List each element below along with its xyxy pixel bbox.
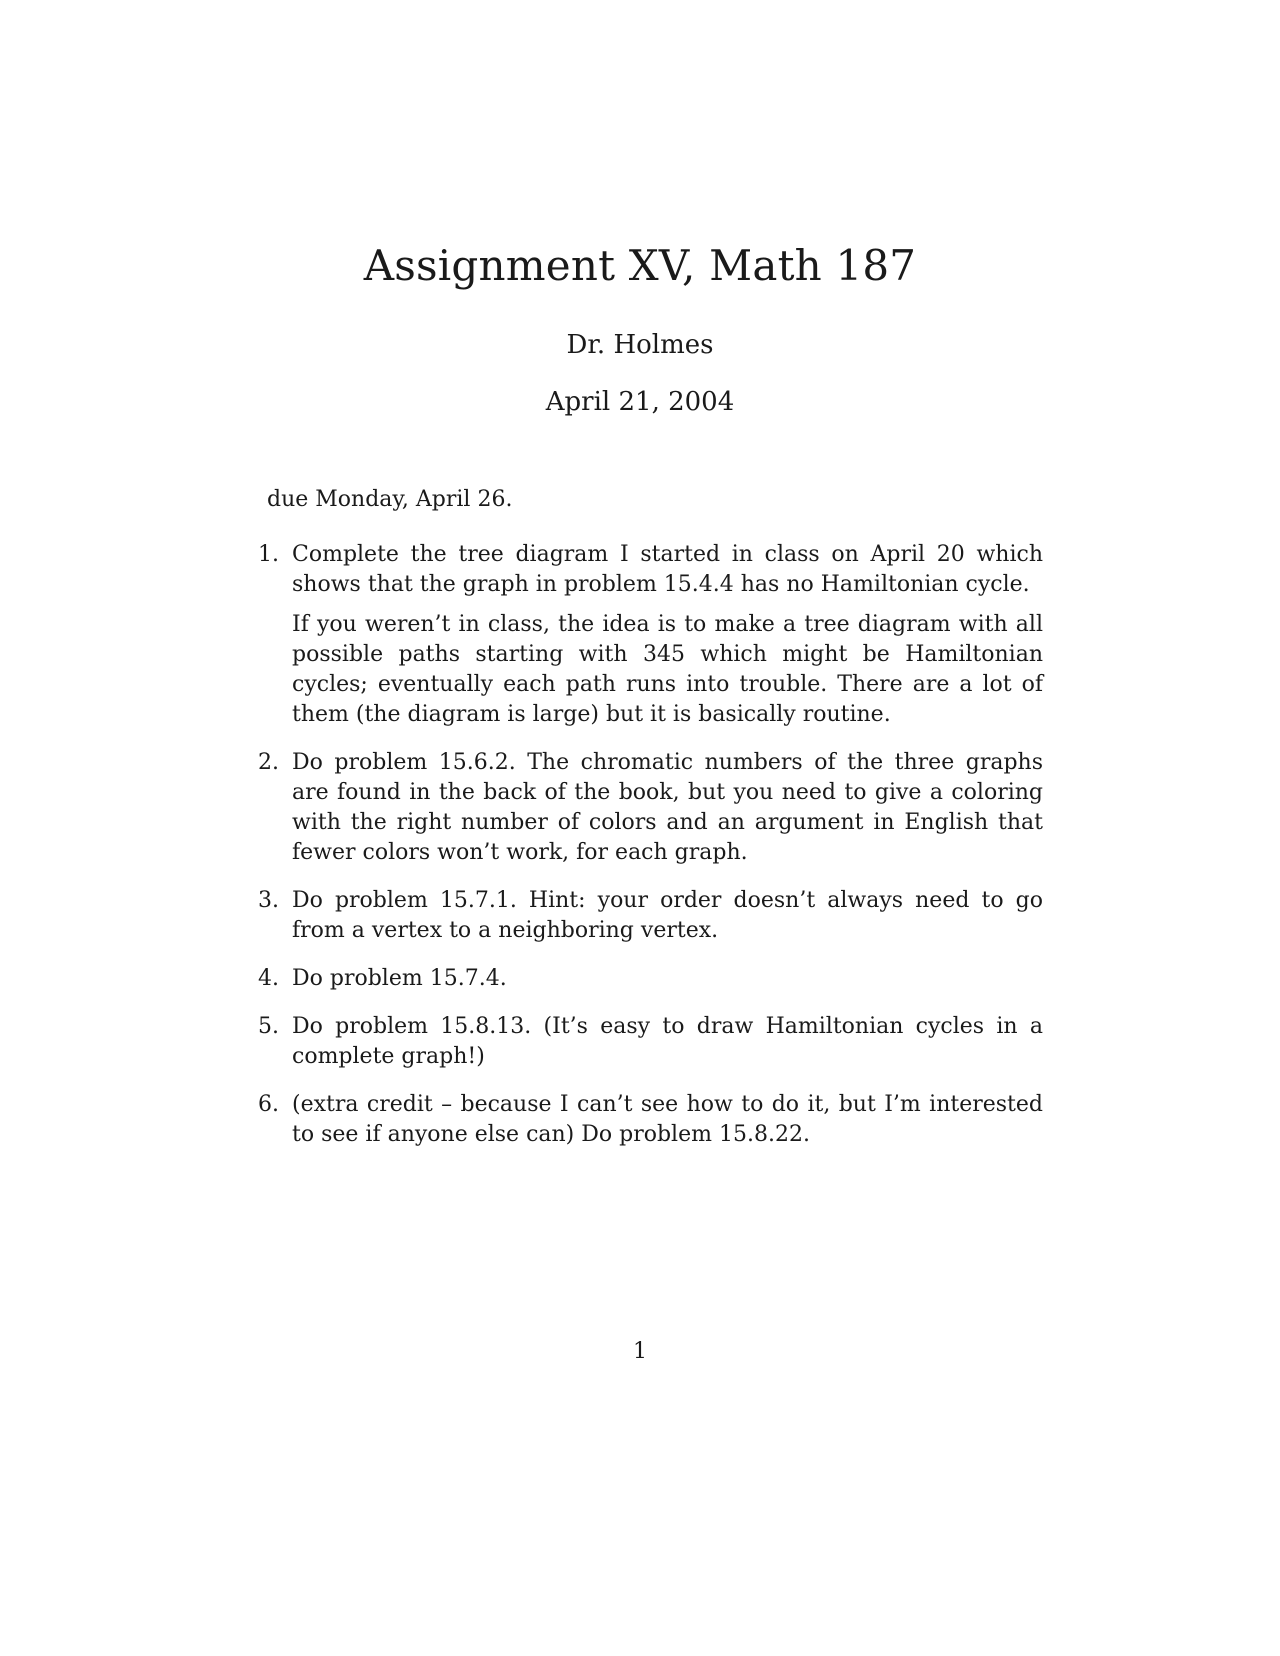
- problem-number: 1.: [258, 542, 279, 567]
- problem-paragraph: Do problem 15.6.2. The chromatic numbers of the three graphs are found in the back of the book, but you need to give a coloring with the right number of colors and an argument in English that fewer colors won’t work, for each graph.: [292, 750, 1043, 865]
- problem-text: [292, 964, 1043, 994]
- problem-6: [258, 1090, 1043, 1150]
- problem-paragraph: Complete the tree diagram I started in class on April 20 which shows that the graph in problem 15.4.4 has no Hamiltonian cycle.: [292, 542, 1043, 597]
- problem-list: [258, 540, 1043, 1168]
- page-title: Assignment XV, Math 187: [363, 241, 917, 290]
- problem-paragraph: Do problem 15.7.4.: [292, 966, 507, 991]
- problem-text: [292, 1090, 1043, 1150]
- problem-number: 5.: [258, 1014, 279, 1039]
- author: Dr. Holmes: [566, 330, 714, 360]
- due-date-line: due Monday, April 26.: [267, 487, 513, 512]
- problem-paragraph: (extra credit – because I can’t see how to do it, but I’m interested to see if anyone else can) Do problem 15.8.22.: [292, 1092, 1043, 1147]
- problem-number: 6.: [258, 1092, 279, 1117]
- problem-paragraph: Do problem 15.8.13. (It’s easy to draw Hamiltonian cycles in a complete graph!): [292, 1014, 1043, 1069]
- problem-number: 4.: [258, 966, 279, 991]
- problem-5: [258, 1012, 1043, 1072]
- problem-1: [258, 540, 1043, 730]
- problem-paragraph: If you weren’t in class, the idea is to make a tree diagram with all possible paths starting with 345 which might be Hamiltonian cycles; eventually each path runs into trouble. There are a lot of them (the diagram is large) but it is basically routine.: [292, 612, 1043, 727]
- problem-text: [292, 540, 1043, 730]
- problem-3: [258, 886, 1043, 946]
- problem-number: 2.: [258, 750, 279, 775]
- problem-number: 3.: [258, 888, 279, 913]
- problem-4: [258, 964, 1043, 994]
- problem-paragraph: Do problem 15.7.1. Hint: your order doesn’t always need to go from a vertex to a neighboring vertex.: [292, 888, 1043, 943]
- problem-text: [292, 886, 1043, 946]
- problem-text: [292, 748, 1043, 868]
- page-number: 1: [633, 1339, 647, 1364]
- problem-text: [292, 1012, 1043, 1072]
- date: April 21, 2004: [545, 387, 735, 417]
- problem-2: [258, 748, 1043, 868]
